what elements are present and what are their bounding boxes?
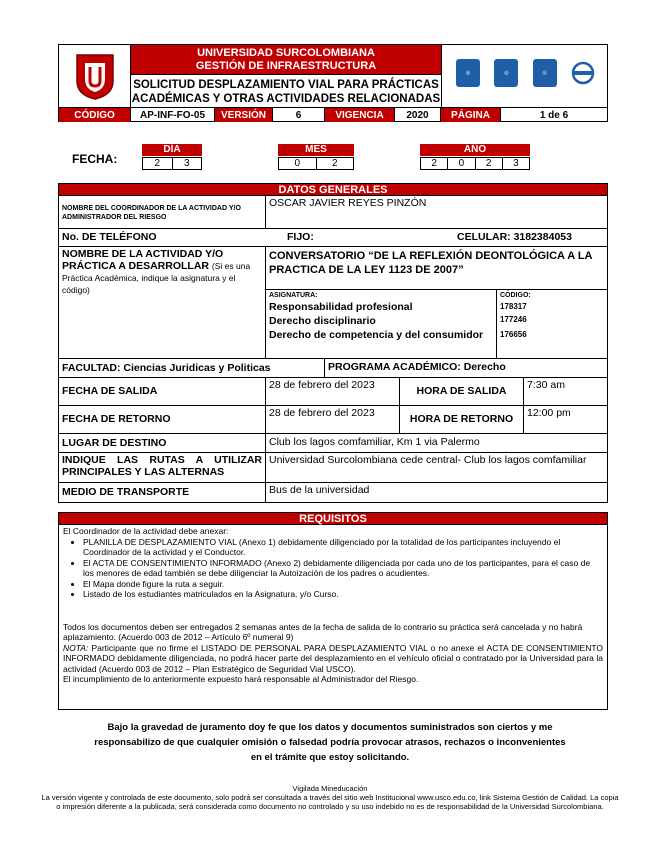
retorno-label: FECHA DE RETORNO [59,406,266,433]
requisitos-body [58,524,608,710]
university-shield-icon [73,51,117,101]
title-line-2: ACADÉMICAS Y OTRAS ACTIVIDADES RELACIONADAS [131,93,441,105]
anio-header: AÑO [420,144,530,156]
nota-text: Participante que no firme el LISTADO DE PERSONAL PARA DESPLAZAMIENTO VIAL o no anexe el ACTA DE CONSENTIMIENTO INFORMADO debidamente diligenciada, no podrá hacer parte del desplazamiento en el vehículo oficial o contratado por la Universidad para la actividad (Acuerdo 003 de 2012 – Plan Estratégico de Seguridad Vial USCO). [63,642,603,674]
row-telefono [58,229,608,247]
asignatura-item: Responsabilidad profesional [269,301,413,313]
celular-label: CELULAR: 3182384053 [457,231,572,243]
row-destino [58,434,608,453]
dia-digit: 3 [183,158,190,169]
document-header [58,44,608,122]
fijo-label: FIJO: [287,231,314,243]
version-value: 6 [273,108,325,122]
datos-generales-header: DATOS GENERALES [58,183,608,196]
requisitos-intro: El Coordinador de la actividad debe anexar: [63,526,229,536]
salida-label: FECHA DE SALIDA [59,378,266,405]
certification-logos [441,45,609,107]
programa: PROGRAMA ACADÉMICO: Derecho [328,361,506,373]
asignatura-item: Derecho disciplinario [269,315,376,327]
rutas-label: INDIQUE LAS RUTAS A UTILIZAR PRINCIPALES Y LAS ALTERNAS [59,453,266,482]
mes-digit: 2 [331,158,338,169]
row-salida [58,378,608,406]
anio-digit: 3 [513,158,519,169]
asignatura-block [266,289,607,358]
facultad: FACULTAD: Ciencias Juridicas y Politicas [59,359,325,377]
row-retorno [58,406,608,434]
certification-seal-icon: ◎ [456,59,480,87]
actividad-label-cell [59,247,266,358]
asignatura-codigo: 176656 [500,330,527,339]
cert-icontec-3 [533,59,557,93]
actividad-value: CONVERSATORIO “DE LA REFLEXIÓN DEONTOLÓGICA A LA PRACTICA DE LA LEY 1123 DE 2007” [269,250,593,276]
requisitos-incumplimiento: El incumplimiento de lo anteriormente expuesto hará responsable al Administrador del Riesgo. [63,674,419,684]
requisitos-header: REQUISITOS [58,512,608,525]
document-title [131,74,441,107]
actividad-label: NOMBRE DE LA ACTIVIDAD Y/O PRÁCTICA A DESARROLLAR [62,248,224,272]
hora-retorno-value: 12:00 pm [527,407,571,419]
destino-value: Club los lagos comfamiliar, Km 1 via Palermo [269,436,480,448]
univ-line-1: UNIVERSIDAD SURCOLOMBIANA [197,47,375,59]
hora-salida-label: HORA DE SALIDA [400,378,524,405]
pagina-value: 1 de 6 [539,109,569,121]
asignatura-item: Derecho de competencia y del consumidor [269,329,484,341]
transporte-label: MEDIO DE TRANSPORTE [59,483,266,502]
cert-icontec-1 [456,59,480,93]
title-line-1: SOLICITUD DESPLAZAMIENTO VIAL PARA PRÁCTICAS [133,79,439,91]
row-coordinador [58,196,608,229]
coordinador-label: NOMBRE DEL COORDINADOR DE LA ACTIVIDAD Y/O ADMINISTRADOR DEL RIESGO [59,196,266,228]
iqnet-globe-icon [571,61,595,85]
univ-line-2: GESTIÓN DE INFRAESTRUCTURA [195,60,377,72]
document-meta-row [59,107,607,122]
requisito-item: • Listado de los estudiantes matriculados en la Asignatura. y/o Curso. [83,589,603,600]
version-label: VERSIÓN [215,108,273,122]
footer-disclaimer: La versión vigente y controlada de este documento, solo podrá ser consultada a través del sitio web Institucional www.usco.edu.co, link Sistema Gestión de Calidad. La copia o impresión diferente a la publicada, será considerada como documento no controlado y su uso indebido no es de responsabilidad de la Universidad Surcolombiana. [41,793,619,811]
cert-iqnet [571,61,595,91]
mes-digit: 0 [279,158,317,169]
footer-vigilada: Vigilada Mineducación [292,784,368,793]
asignatura-codigo: 178317 [500,302,527,311]
dia-cells [142,157,202,170]
retorno-value: 28 de febrero del 2023 [266,406,400,433]
codigo-label: CÓDIGO [59,108,131,122]
pagina-label: PÁGINA [441,108,501,122]
anio-cells [420,157,530,170]
fecha-label: FECHA: [72,152,118,166]
actividad-note: (Si es una Práctica Académica, indique la asignatura y el código) [62,261,251,295]
certification-seal-icon: ◎ [533,59,557,87]
row-transporte [58,483,608,503]
telefono-label: No. DE TELÉFONO [62,231,157,243]
declaracion-juramento: Bajo la gravedad de juramento doy fe que los datos y documentos suministrados son ciertos y me responsabilizo de que cualquier omisión o falsedad podría provocar atrasos, rechazos o inconvenientes en el trámite que estoy solicitando. [94,722,566,763]
asignatura-col [269,291,491,342]
destino-label: LUGAR DE DESTINO [59,434,266,452]
dia-digit: 2 [143,158,173,169]
certification-seal-icon: ◎ [494,59,518,87]
mes-header: MES [278,144,354,156]
anio-digit: 2 [421,158,448,169]
anio-digit: 2 [476,158,503,169]
university-logo [59,45,131,107]
coordinador-value: OSCAR JAVIER REYES PINZÓN [269,197,427,209]
requisitos-plazo: Todos los documentos deben ser entregados 2 semanas antes de la fecha de salida de lo contrario su práctica será cancelada y no habrá aplazamiento. (Acuerdo 003 de 2012 – Artículo 6º numeral 9) [63,621,583,642]
requisitos-nota [63,643,603,675]
transporte-value: Bus de la universidad [269,484,370,496]
requisito-item: • El Mapa donde figure la ruta a seguir. [83,579,603,590]
asignatura-label: ASIGNATURA: [269,292,318,299]
university-name [131,45,441,74]
row-rutas [58,453,608,483]
page-footer [40,784,620,811]
requisito-item: • PLANILLA DE DESPLAZAMIENTO VIAL (Anexo 1) debidamente diligenciado por la totalidad de los participantes incluyendo el Coordinador de la actividad y el Conductor. [83,537,603,558]
codigo-value: AP-INF-FO-05 [131,108,215,122]
row-facultad [58,359,608,378]
hora-salida-value: 7:30 am [527,379,565,391]
cert-icontec-2 [494,59,518,93]
vigencia-value: 2020 [395,108,441,122]
hora-retorno-label: HORA DE RETORNO [400,406,524,433]
requisitos-list [77,537,603,600]
actividad-value-cell [266,247,607,358]
rutas-value: Universidad Surcolombiana cede central- Club los lagos comfamiliar [269,454,587,466]
codigo-col [496,290,607,358]
vigencia-label: VIGENCIA [325,108,395,122]
nota-label: NOTA: [63,642,89,653]
mes-cells [278,157,354,170]
asignatura-codigo-label: CÓDIGO: [500,292,531,299]
row-actividad [58,247,608,359]
anio-digit: 0 [448,158,475,169]
asignatura-codigo: 177246 [500,315,527,324]
requisito-item: • El ACTA DE CONSENTIMIENTO INFORMADO (Anexo 2) debidamente diligenciada por cada uno de los participantes, para el caso de los menores de edad también se debe diligenciar la Autoización de los padres o acudientes. [83,558,603,579]
dia-header: DÍA [142,144,202,156]
salida-value: 28 de febrero del 2023 [266,378,400,405]
